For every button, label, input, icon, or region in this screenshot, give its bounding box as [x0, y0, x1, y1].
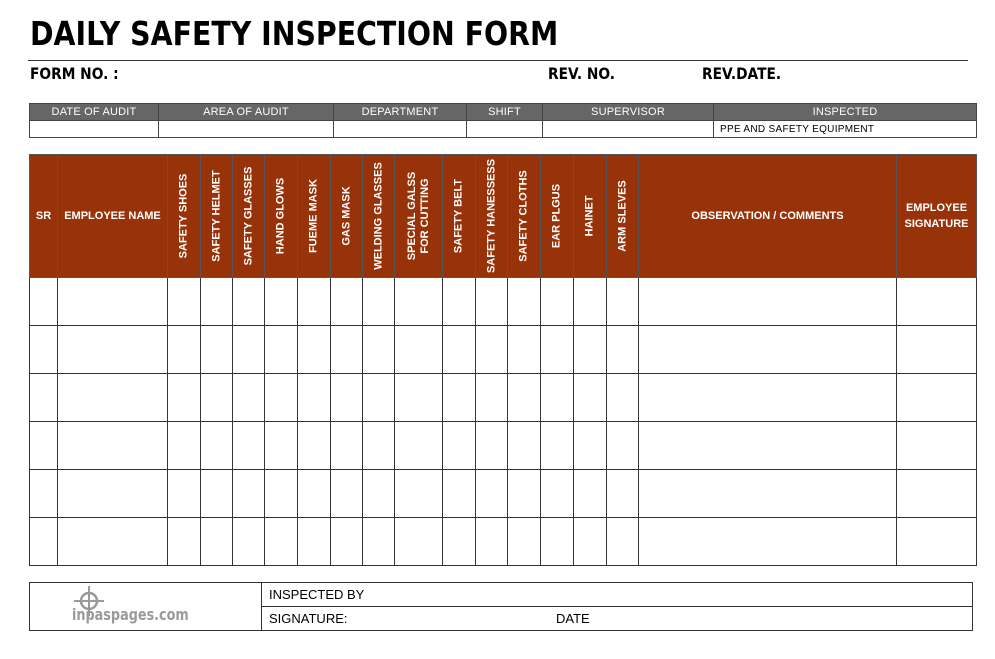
table-cell[interactable]	[897, 470, 977, 518]
table-cell[interactable]	[395, 422, 443, 470]
table-cell[interactable]	[395, 470, 443, 518]
inspected-by-label: INSPECTED BY	[269, 587, 365, 602]
table-cell[interactable]	[331, 518, 363, 566]
table-cell[interactable]	[639, 470, 897, 518]
table-cell[interactable]	[58, 518, 168, 566]
table-cell[interactable]	[331, 422, 363, 470]
ppe-label: EAR PLGUS	[550, 183, 563, 249]
table-cell[interactable]	[607, 470, 639, 518]
inspected-by-cell[interactable]	[262, 583, 973, 607]
table-cell[interactable]	[168, 518, 201, 566]
table-cell[interactable]	[265, 470, 298, 518]
table-cell[interactable]	[265, 374, 298, 422]
table-cell[interactable]	[201, 326, 233, 374]
table-cell[interactable]	[897, 374, 977, 422]
audit-header-department: DEPARTMENT	[334, 104, 467, 121]
inspection-table	[29, 154, 977, 566]
table-cell[interactable]	[443, 278, 476, 326]
table-row	[30, 470, 977, 518]
header-ppe-13	[607, 155, 639, 278]
signature-date-cell[interactable]	[262, 607, 973, 631]
audit-header-shift: SHIFT	[467, 104, 543, 121]
table-cell[interactable]	[168, 422, 201, 470]
table-row	[30, 278, 977, 326]
table-cell[interactable]	[395, 374, 443, 422]
table-cell[interactable]	[607, 278, 639, 326]
header-employee-signature: EMPLOYEE SIGNATURE	[897, 155, 977, 278]
table-cell[interactable]	[168, 278, 201, 326]
table-cell[interactable]	[298, 518, 331, 566]
table-cell[interactable]	[639, 278, 897, 326]
table-cell[interactable]	[639, 422, 897, 470]
table-cell[interactable]	[639, 326, 897, 374]
table-cell[interactable]	[363, 518, 395, 566]
table-cell[interactable]	[363, 326, 395, 374]
table-cell[interactable]	[476, 470, 508, 518]
ppe-label: SAFETY HELMET	[210, 170, 222, 262]
title-rule	[28, 60, 968, 61]
table-cell[interactable]	[363, 374, 395, 422]
table-cell[interactable]	[508, 470, 541, 518]
table-cell[interactable]	[58, 374, 168, 422]
table-cell[interactable]	[30, 470, 58, 518]
audit-value-row	[30, 121, 977, 138]
rev-no-label: REV. NO.	[548, 64, 616, 83]
inspection-header-row	[30, 155, 977, 278]
table-cell[interactable]	[201, 470, 233, 518]
signature-label: SIGNATURE:	[269, 611, 348, 626]
table-cell[interactable]	[168, 326, 201, 374]
ppe-label: HAINET	[583, 195, 596, 237]
header-ppe-0	[168, 155, 201, 278]
table-cell[interactable]	[233, 422, 265, 470]
table-cell[interactable]	[541, 374, 574, 422]
audit-supervisor-field[interactable]	[543, 121, 714, 138]
ppe-label: SPECIAL GALSS FOR CUTTING	[405, 171, 431, 261]
table-cell[interactable]	[363, 278, 395, 326]
table-cell[interactable]	[233, 326, 265, 374]
logo-cell	[30, 583, 262, 631]
table-cell[interactable]	[443, 374, 476, 422]
table-cell[interactable]	[508, 326, 541, 374]
table-cell[interactable]	[476, 518, 508, 566]
table-cell[interactable]	[508, 374, 541, 422]
table-cell[interactable]	[298, 374, 331, 422]
logo-text: inpaspages.com	[72, 605, 189, 624]
table-cell[interactable]	[574, 374, 607, 422]
site-logo	[30, 583, 261, 630]
ppe-label: SAFETY GLASSES	[242, 166, 254, 266]
table-cell[interactable]	[233, 374, 265, 422]
table-row	[30, 374, 977, 422]
table-cell[interactable]	[331, 470, 363, 518]
table-cell[interactable]	[58, 470, 168, 518]
table-cell[interactable]	[897, 326, 977, 374]
table-cell[interactable]	[233, 518, 265, 566]
ppe-label: HAND GLOWS	[274, 177, 287, 255]
ppe-label: ARM SLEVES	[616, 180, 628, 252]
table-cell[interactable]	[30, 518, 58, 566]
audit-header-inspected: INSPECTED	[714, 104, 977, 121]
table-cell[interactable]	[363, 470, 395, 518]
table-row	[30, 422, 977, 470]
ppe-label: SAFETY CLOTHS	[517, 170, 530, 262]
table-cell[interactable]	[574, 278, 607, 326]
ppe-label: SAFETY HANESSESS	[485, 158, 497, 274]
audit-header-supervisor: SUPERVISOR	[543, 104, 714, 121]
header-ppe-11	[541, 155, 574, 278]
table-cell[interactable]	[476, 278, 508, 326]
table-cell[interactable]	[395, 518, 443, 566]
form-no-label: FORM NO. :	[30, 64, 119, 83]
audit-date-field[interactable]	[30, 121, 159, 138]
table-cell[interactable]	[639, 374, 897, 422]
table-cell[interactable]	[508, 518, 541, 566]
header-ppe-3	[265, 155, 298, 278]
rev-date-label: REV.DATE.	[702, 64, 782, 83]
table-cell[interactable]	[363, 422, 395, 470]
table-cell[interactable]	[331, 326, 363, 374]
ppe-label: FUEME MASK	[307, 179, 320, 253]
table-row	[30, 518, 977, 566]
ppe-label: SAFETY BELT	[452, 178, 465, 254]
table-cell[interactable]	[607, 326, 639, 374]
audit-department-field[interactable]	[334, 121, 467, 138]
table-cell[interactable]	[639, 518, 897, 566]
table-cell[interactable]	[443, 422, 476, 470]
table-cell[interactable]	[201, 374, 233, 422]
table-cell[interactable]	[30, 278, 58, 326]
table-cell[interactable]	[298, 470, 331, 518]
table-cell[interactable]	[265, 326, 298, 374]
table-cell[interactable]	[201, 278, 233, 326]
table-cell[interactable]	[30, 374, 58, 422]
table-cell[interactable]	[541, 326, 574, 374]
table-cell[interactable]	[443, 470, 476, 518]
header-ppe-7	[395, 155, 443, 278]
table-cell[interactable]	[30, 422, 58, 470]
table-row	[30, 326, 977, 374]
date-label: DATE	[556, 611, 590, 626]
header-ppe-8	[443, 155, 476, 278]
table-cell[interactable]	[574, 326, 607, 374]
table-cell[interactable]	[541, 518, 574, 566]
table-cell[interactable]	[574, 422, 607, 470]
table-cell[interactable]	[233, 470, 265, 518]
audit-header-area: AREA OF AUDIT	[159, 104, 334, 121]
table-cell[interactable]	[331, 278, 363, 326]
audit-shift-field[interactable]	[467, 121, 543, 138]
table-cell[interactable]	[476, 422, 508, 470]
table-cell[interactable]	[298, 326, 331, 374]
header-ppe-12	[574, 155, 607, 278]
table-cell[interactable]	[574, 518, 607, 566]
audit-header-row	[30, 104, 977, 121]
audit-info-table	[29, 103, 977, 138]
table-cell[interactable]	[476, 374, 508, 422]
audit-area-field[interactable]	[159, 121, 334, 138]
table-cell[interactable]	[58, 326, 168, 374]
header-ppe-4	[298, 155, 331, 278]
table-cell[interactable]	[607, 518, 639, 566]
table-cell[interactable]	[30, 326, 58, 374]
table-cell[interactable]	[897, 422, 977, 470]
header-employee-name: EMPLOYEE NAME	[58, 155, 168, 278]
inspection-body	[30, 278, 977, 566]
table-cell[interactable]	[168, 374, 201, 422]
table-cell[interactable]	[541, 470, 574, 518]
table-cell[interactable]	[201, 422, 233, 470]
form-title: DAILY SAFETY INSPECTION FORM	[30, 14, 559, 53]
table-cell[interactable]	[265, 518, 298, 566]
header-ppe-2	[233, 155, 265, 278]
header-ppe-9	[476, 155, 508, 278]
table-cell[interactable]	[607, 374, 639, 422]
table-cell[interactable]	[443, 326, 476, 374]
audit-header-date: DATE OF AUDIT	[30, 104, 159, 121]
table-cell[interactable]	[897, 518, 977, 566]
table-cell[interactable]	[395, 278, 443, 326]
table-cell[interactable]	[508, 278, 541, 326]
table-cell[interactable]	[541, 422, 574, 470]
header-sr: SR	[30, 155, 58, 278]
table-cell[interactable]	[897, 278, 977, 326]
ppe-label: WELDING GLASSES	[372, 162, 384, 270]
header-observation: OBSERVATION / COMMENTS	[639, 155, 897, 278]
header-ppe-5	[331, 155, 363, 278]
table-cell[interactable]	[58, 278, 168, 326]
footer-table	[29, 582, 973, 631]
table-cell[interactable]	[298, 422, 331, 470]
table-cell[interactable]	[331, 374, 363, 422]
table-cell[interactable]	[168, 470, 201, 518]
table-cell[interactable]	[265, 278, 298, 326]
table-cell[interactable]	[508, 422, 541, 470]
table-cell[interactable]	[298, 278, 331, 326]
table-cell[interactable]	[574, 470, 607, 518]
header-ppe-1	[201, 155, 233, 278]
table-cell[interactable]	[201, 518, 233, 566]
table-cell[interactable]	[58, 422, 168, 470]
audit-inspected-value: PPE AND SAFETY EQUIPMENT	[714, 121, 977, 138]
table-cell[interactable]	[395, 326, 443, 374]
table-cell[interactable]	[607, 422, 639, 470]
table-cell[interactable]	[443, 518, 476, 566]
header-ppe-10	[508, 155, 541, 278]
table-cell[interactable]	[541, 278, 574, 326]
table-cell[interactable]	[265, 422, 298, 470]
ppe-label: GAS MASK	[340, 186, 352, 246]
header-ppe-6	[363, 155, 395, 278]
ppe-label: SAFETY SHOES	[177, 173, 190, 259]
table-cell[interactable]	[233, 278, 265, 326]
table-cell[interactable]	[476, 326, 508, 374]
